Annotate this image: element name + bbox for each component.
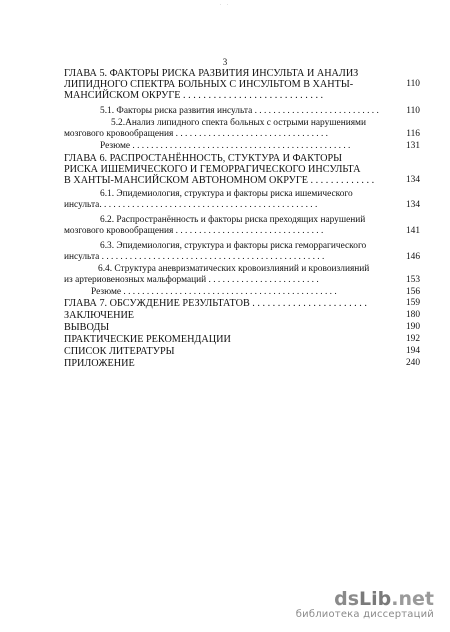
watermark <box>296 589 434 620</box>
toc-page-number: 180 <box>405 310 420 320</box>
toc-page-number: 194 <box>405 346 420 356</box>
toc-page-number: 116 <box>406 129 420 139</box>
toc-entry-line: 6.4. Структура аневризматических кровоизлияний и кровоизлияний <box>98 264 370 274</box>
toc-page-number: 153 <box>405 275 420 285</box>
toc-page-number: 110 <box>406 106 420 116</box>
toc-entry-line: из артериовенозных мальформаций . . . . . . . . . . . . . . . . . . . . . . . . <box>64 275 319 285</box>
toc-page-number: 190 <box>405 322 420 332</box>
toc-page-number: 240 <box>405 358 420 368</box>
top-mark: . . <box>219 1 231 7</box>
toc-entry-line: ПРАКТИЧЕСКИЕ РЕКОМЕНДАЦИИ <box>64 334 231 345</box>
toc-entry-line: РИСКА ИШЕМИЧЕСКОГО И ГЕМОРРАГИЧЕСКОГО ИНСУЛЬТА <box>64 164 361 175</box>
toc-entry-line: 6.3. Эпидемиология, структура и факторы риска геморрагического <box>100 241 367 251</box>
toc-page-number: 134 <box>405 200 420 210</box>
toc-page-number: 141 <box>405 226 420 236</box>
toc-entry-line: 5.1. Факторы риска развития инсульта . . . . . . . . . . . . . . . . . . . . . . . . . . . <box>100 106 379 116</box>
toc-page-number: 110 <box>406 79 420 89</box>
toc-entry-line: инсульта. . . . . . . . . . . . . . . . . . . . . . . . . . . . . . . . . . . . . . . . . . . . . . . <box>64 200 318 210</box>
toc-page-number: 192 <box>405 334 420 344</box>
toc-entry-line: МАНСИЙСКОМ ОКРУГЕ . . . . . . . . . . . . . . . . . . . . . . . . . . . . <box>64 90 324 101</box>
toc-entry-line: ВЫВОДЫ <box>64 322 110 333</box>
toc-entry-line: ГЛАВА 6. РАСПРОСТАНЁННОСТЬ, СТУКТУРА И ФАКТОРЫ <box>64 153 343 164</box>
watermark-logo <box>296 589 434 609</box>
logo-ds: ds <box>334 588 360 610</box>
toc-entry-line: 6.2. Распространённость и факторы риска преходящих нарушений <box>100 215 366 225</box>
toc-entry-line: 6.1. Эпидемиология, структура и факторы риска ишемического <box>100 189 353 199</box>
toc-entry-line: ПРИЛОЖЕНИЕ <box>64 358 135 369</box>
toc-entry-line: СПИСОК ЛИТЕРАТУРЫ <box>64 346 175 357</box>
toc-entry-line: Резюме . . . . . . . . . . . . . . . . . . . . . . . . . . . . . . . . . . . . . . . . . . . . . . . <box>100 141 351 151</box>
toc-entry-line: В ХАНТЫ-МАНСИЙСКОМ АВТОНОМНОМ ОКРУГЕ . . . . . . . . . . . . . <box>64 175 375 186</box>
toc-entry-line: ГЛАВА 7. ОБСУЖДЕНИЕ РЕЗУЛЬТАТОВ . . . . . . . . . . . . . . . . . . . . . . . <box>64 298 367 309</box>
toc-entry-line: Резюме . . . . . . . . . . . . . . . . . . . . . . . . . . . . . . . . . . . . . . . . . . . . . . <box>91 287 337 297</box>
logo-lib: Lib <box>359 588 392 610</box>
logo-net: .net <box>391 588 434 610</box>
toc-entry-line: инсульта . . . . . . . . . . . . . . . . . . . . . . . . . . . . . . . . . . . . . . . . . . . . . . . . <box>64 252 325 262</box>
watermark-subtitle: библиотека диссертаций <box>295 609 434 620</box>
page-number: 3 <box>222 57 228 67</box>
toc-entry-line: мозгового кровообращения . . . . . . . . . . . . . . . . . . . . . . . . . . . . . . . . . <box>64 129 329 139</box>
toc-entry-line: мозгового кровообращения . . . . . . . . . . . . . . . . . . . . . . . . . . . . . . . . <box>64 226 324 236</box>
toc-page-number: 134 <box>405 175 420 185</box>
toc-entry-line: 5.2.Анализ липидного спекта больных с острыми нарушениями <box>111 118 366 128</box>
toc-page-number: 156 <box>405 287 420 297</box>
toc-page-number: 146 <box>405 252 420 262</box>
toc-entry-line: ЗАКЛЮЧЕНИЕ <box>64 310 135 321</box>
toc-entry-line: ЛИПИДНОГО СПЕКТРА БОЛЬНЫХ С ИНСУЛЬТОМ В ХАНТЫ- <box>64 79 354 90</box>
toc-page-number: 159 <box>405 298 420 308</box>
toc-entry-line: ГЛАВА 5. ФАКТОРЫ РИСКА РАЗВИТИЯ ИНСУЛЬТА И АНАЛИЗ <box>64 68 359 79</box>
toc-page-number: 131 <box>405 141 420 151</box>
